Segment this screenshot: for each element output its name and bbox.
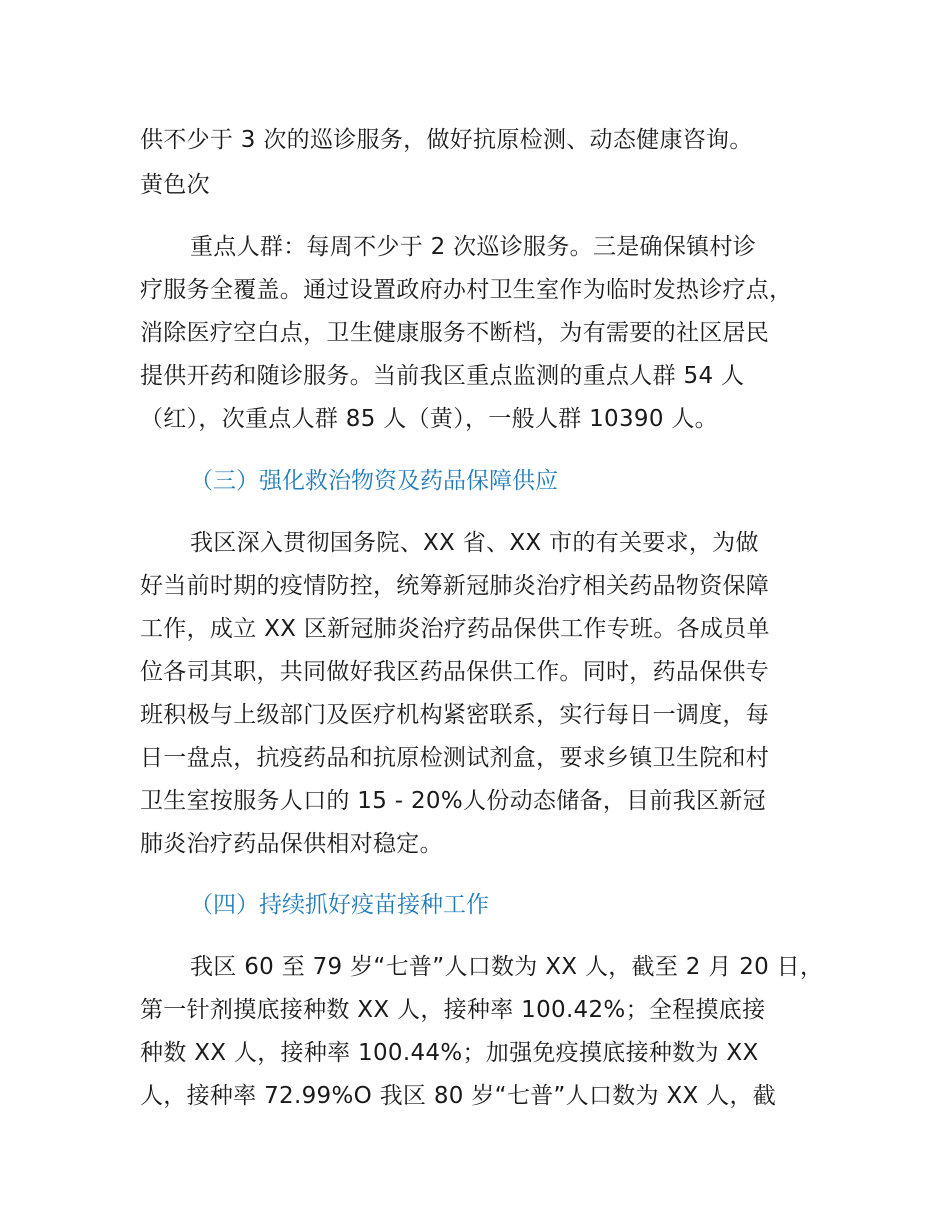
paragraph-2-line-2: 好当前时期的疫情防控，统筹新冠肺炎治疗相关药品物资保障	[140, 573, 770, 599]
section-heading-4: （四）持续抓好疫苗接种工作	[190, 892, 489, 918]
paragraph-2-line-6: 日一盘点，抗疫药品和抗原检测试剂盒，要求乡镇卫生院和村	[140, 745, 770, 771]
paragraph-3-line-1: 我区 60 至 79 岁“七普”人口数为 XX 人，截至 2 月 20 日，	[190, 954, 824, 980]
paragraph-2-line-4: 位各司其职，共同做好我区药品保供工作。同时，药品保供专	[140, 659, 770, 685]
intro-line-2: 黄色次	[140, 172, 210, 198]
paragraph-2-line-3: 工作，成立 XX 区新冠肺炎治疗药品保供工作专班。各成员单	[140, 616, 770, 642]
paragraph-3-line-4: 人，接种率 72.99%O 我区 80 岁“七普”人口数为 XX 人，截	[140, 1083, 777, 1109]
paragraph-1-line-2: 疗服务全覆盖。通过设置政府办村卫生室作为临时发热诊疗点，	[140, 277, 793, 303]
paragraph-2-line-7: 卫生室按服务人口的 15 - 20%人份动态储备，目前我区新冠	[140, 788, 766, 814]
paragraph-1-line-1: 重点人群：每周不少于 2 次巡诊服务。三是确保镇村诊	[190, 234, 757, 260]
paragraph-3-line-3: 种数 XX 人，接种率 100.44%；加强免疫摸底接种数为 XX	[140, 1040, 759, 1066]
intro-line-1: 供不少于 3 次的巡诊服务，做好抗原检测、动态健康咨询。	[140, 127, 753, 153]
paragraph-2-line-5: 班积极与上级部门及医疗机构紧密联系，实行每日一调度，每	[140, 702, 770, 728]
section-heading-3: （三）强化救治物资及药品保障供应	[190, 468, 558, 494]
paragraph-2-line-1: 我区深入贯彻国务院、XX 省、XX 市的有关要求，为做	[190, 530, 759, 556]
paragraph-3-line-2: 第一针剂摸底接种数 XX 人，接种率 100.42%；全程摸底接	[140, 997, 766, 1023]
paragraph-1-line-4: 提供开药和随诊服务。当前我区重点监测的重点人群 54 人	[140, 363, 745, 389]
paragraph-1-line-3: 消除医疗空白点，卫生健康服务不断档，为有需要的社区居民	[140, 320, 770, 346]
paragraph-1-line-5: （红），次重点人群 85 人（黄），一般人群 10390 人。	[140, 406, 718, 432]
paragraph-2-line-8: 肺炎治疗药品保供相对稳定。	[140, 831, 443, 857]
